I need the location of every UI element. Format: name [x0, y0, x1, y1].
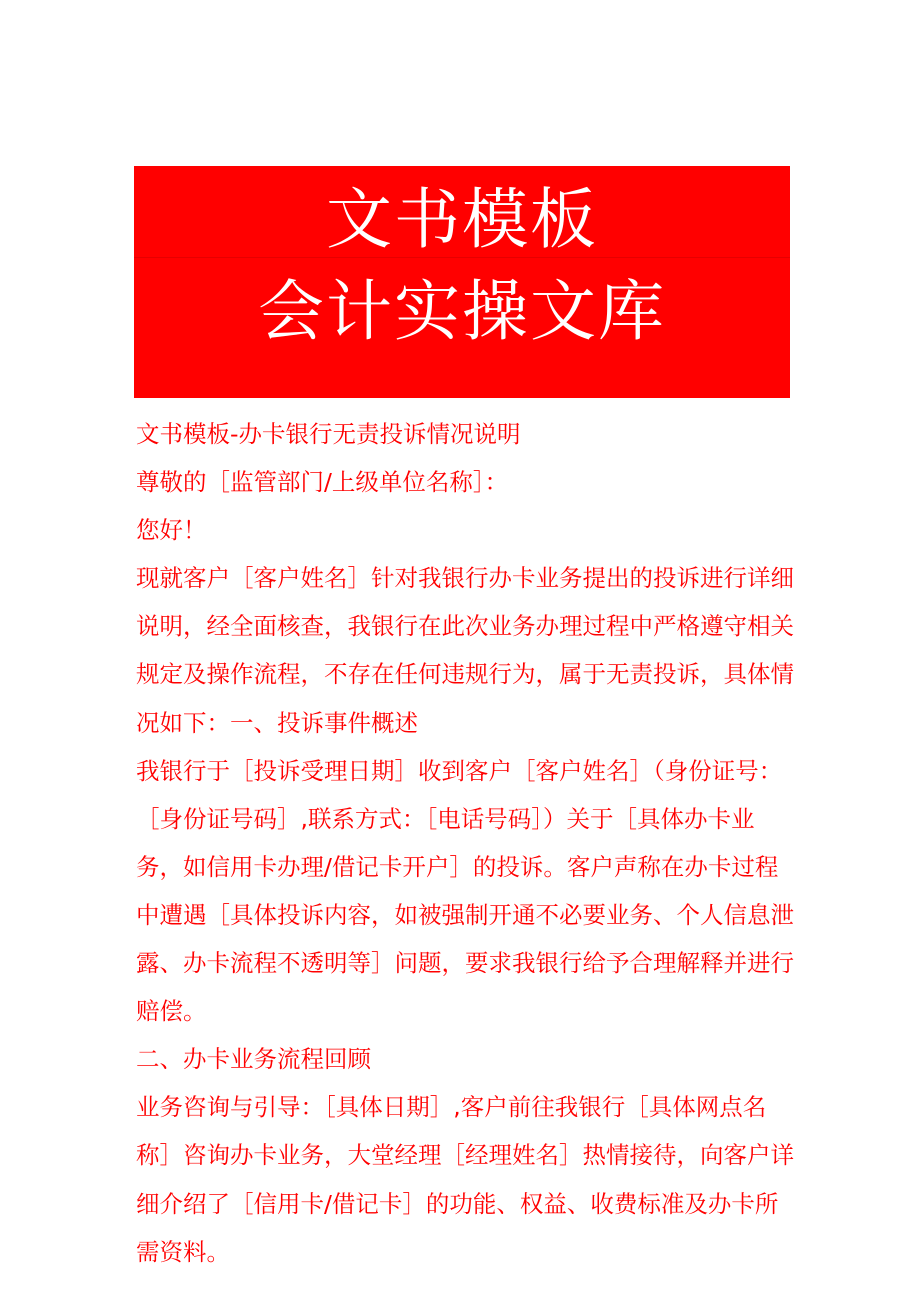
document-body — [136, 410, 796, 1276]
event-paragraph: 我银行于［投诉受理日期］收到客户［客户姓名］（身份证号：［身份证号码］,联系方式：［电话号码］）关于［具体办卡业务，如信用卡办理/借记卡开户］的投诉。客户声称在办卡过程中遭遇［具体投诉内容，如被强制开通不必要业务、个人信息泄露、办卡流程不透明等］问题，要求我银行给予合理解释并进行赔偿。 — [136, 756, 794, 1026]
banner-title-line-2: 会计实操文库 — [258, 273, 666, 350]
section-2-heading: 二、办卡业务流程回顾 — [136, 1045, 371, 1074]
title-banner — [134, 166, 790, 398]
consult-paragraph: 业务咨询与引导：［具体日期］,客户前往我银行［具体网点名称］咨询办卡业务，大堂经理［经理姓名］热情接待，向客户详细介绍了［信用卡/借记卡］的功能、权益、收费标准及办卡所需资料。 — [136, 1093, 794, 1266]
greeting: 您好！ — [136, 516, 207, 545]
document-title: 文书模板-办卡银行无责投诉情况说明 — [136, 420, 521, 448]
salutation: 尊敬的［监管部门/上级单位名称］： — [136, 468, 509, 497]
intro-paragraph: 现就客户［客户姓名］针对我银行办卡业务提出的投诉进行详细说明，经全面核查，我银行在此次业务办理过程中严格遵守相关规定及操作流程，不存在任何违规行为，属于无责投诉，具体情况如下：一、投诉事件概述 — [136, 564, 794, 737]
banner-title-line-1: 文书模板 — [326, 181, 598, 258]
